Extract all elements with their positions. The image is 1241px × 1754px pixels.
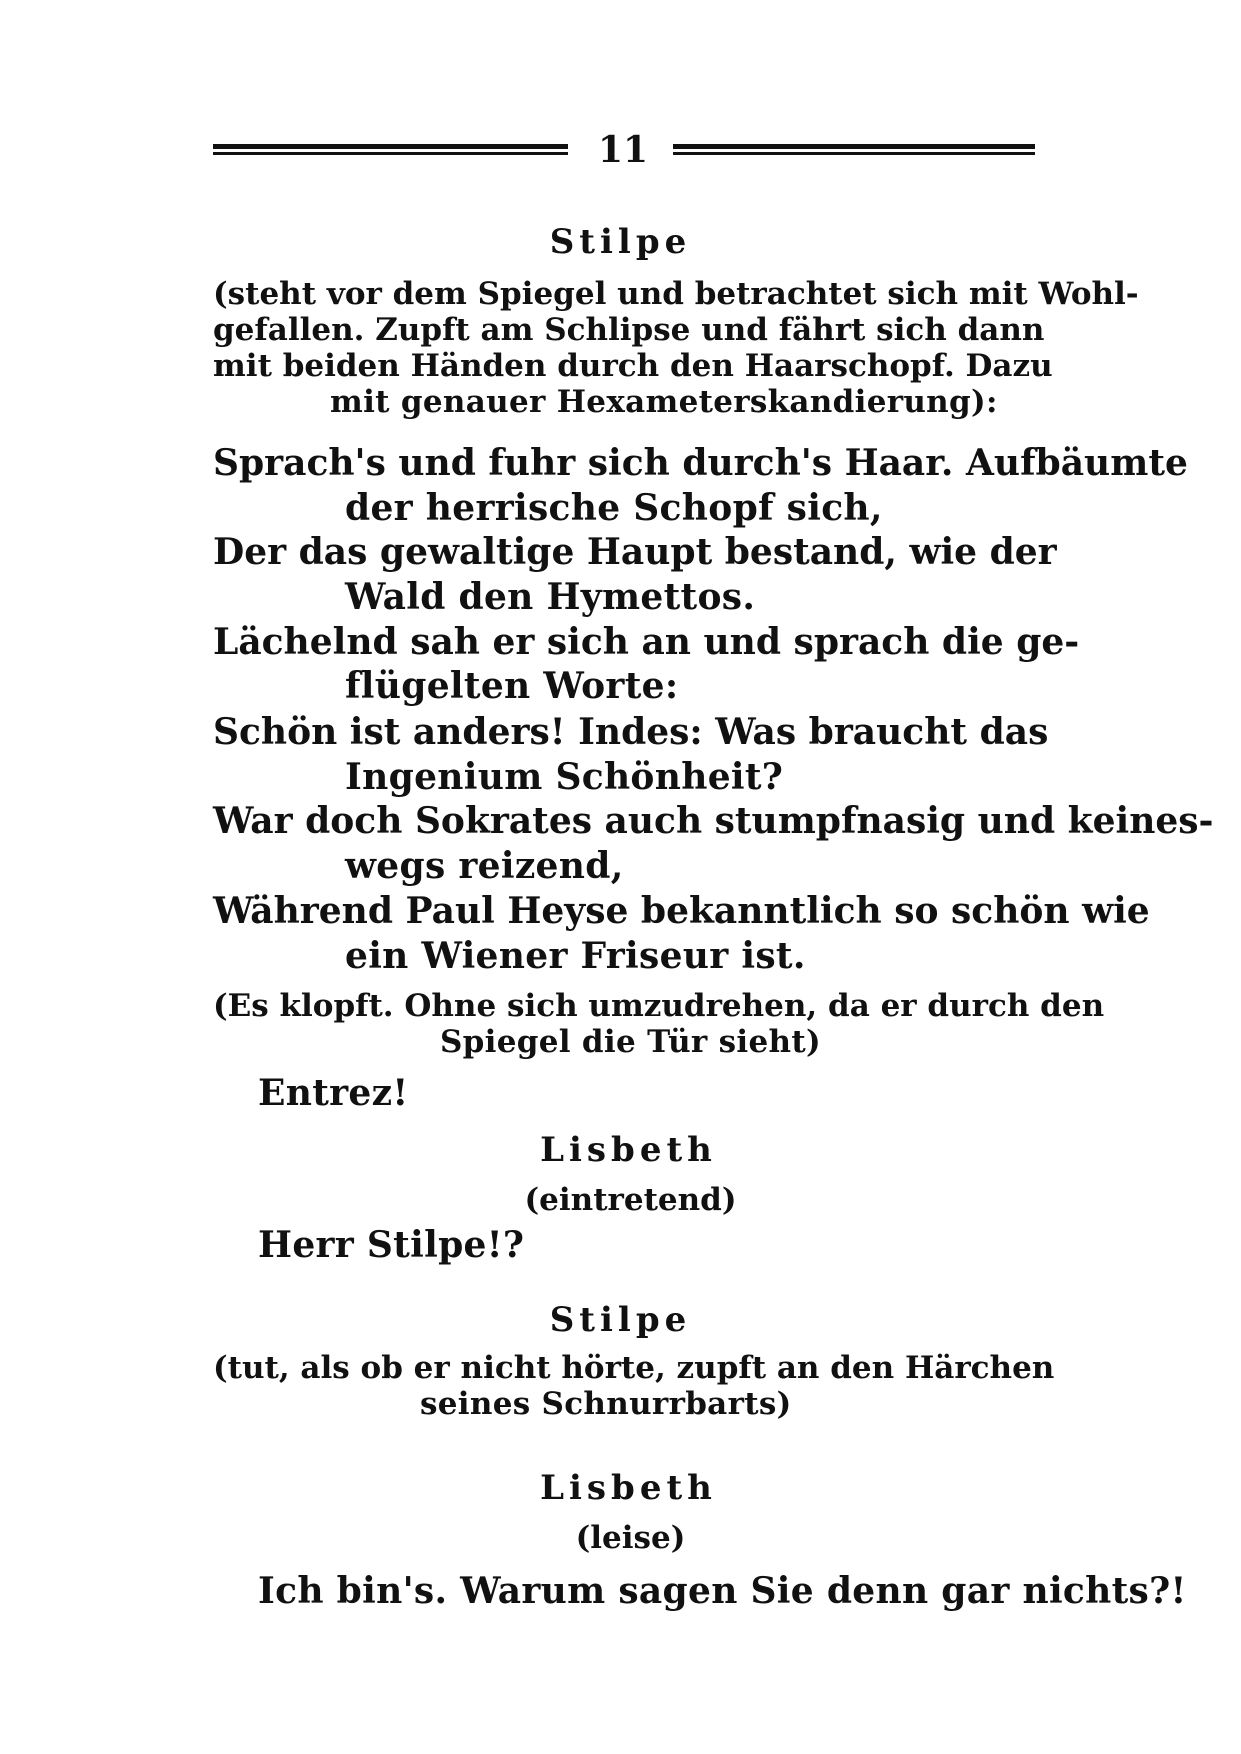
verse-line: War doch Sokrates auch stumpfnasig und keines- xyxy=(213,800,1214,842)
stage-direction-line: Spiegel die Tür sieht) xyxy=(440,1024,821,1060)
stage-direction-line: (Es klopft. Ohne sich umzudrehen, da er durch den xyxy=(213,988,1105,1024)
speaker-heading: Stilpe xyxy=(549,1300,692,1340)
verse-line: Während Paul Heyse bekanntlich so schön wie xyxy=(213,890,1150,932)
stage-direction-line: mit beiden Händen durch den Haarschopf. Dazu xyxy=(213,348,1053,384)
stage-direction-line: (tut, als ob er nicht hörte, zupft an den Härchen xyxy=(213,1350,1055,1386)
verse-continuation: wegs reizend, xyxy=(345,845,624,887)
stage-direction-line: mit genauer Hexameterskandierung): xyxy=(330,384,998,420)
speaker-heading: Lisbeth xyxy=(540,1130,717,1170)
verse-continuation: flügelten Worte: xyxy=(345,665,679,707)
stage-direction-line: (steht vor dem Spiegel und betrachtet sich mit Wohl- xyxy=(213,276,1139,312)
spoken-line: Ich bin's. Warum sagen Sie denn gar nichts?! xyxy=(258,1570,1187,1612)
verse-continuation: ein Wiener Friseur ist. xyxy=(345,935,806,977)
verse-line: Sprach's und fuhr sich durch's Haar. Aufbäumte xyxy=(213,442,1188,484)
stage-direction: (leise) xyxy=(575,1520,686,1556)
spoken-line: Herr Stilpe!? xyxy=(258,1224,525,1266)
verse-continuation: der herrische Schopf sich, xyxy=(345,487,883,529)
page-header xyxy=(213,128,1035,178)
page-number: 11 xyxy=(597,129,649,171)
speaker-heading: Lisbeth xyxy=(540,1468,717,1508)
spoken-line: Entrez! xyxy=(258,1072,409,1114)
verse-line: Lächelnd sah er sich an und sprach die ge- xyxy=(213,621,1080,663)
stage-direction: (eintretend) xyxy=(524,1182,737,1218)
verse-line: Schön ist anders! Indes: Was braucht das xyxy=(213,711,1049,753)
speaker-heading: Stilpe xyxy=(549,222,692,262)
header-rule-right xyxy=(673,144,1035,158)
stage-direction-line: seines Schnurrbarts) xyxy=(420,1386,792,1422)
verse-continuation: Wald den Hymettos. xyxy=(345,576,756,618)
header-rule-left xyxy=(213,144,568,158)
verse-continuation: Ingenium Schönheit? xyxy=(345,756,784,798)
verse-line: Der das gewaltige Haupt bestand, wie der xyxy=(213,531,1057,573)
stage-direction-line: gefallen. Zupft am Schlipse und fährt sich dann xyxy=(213,312,1045,348)
